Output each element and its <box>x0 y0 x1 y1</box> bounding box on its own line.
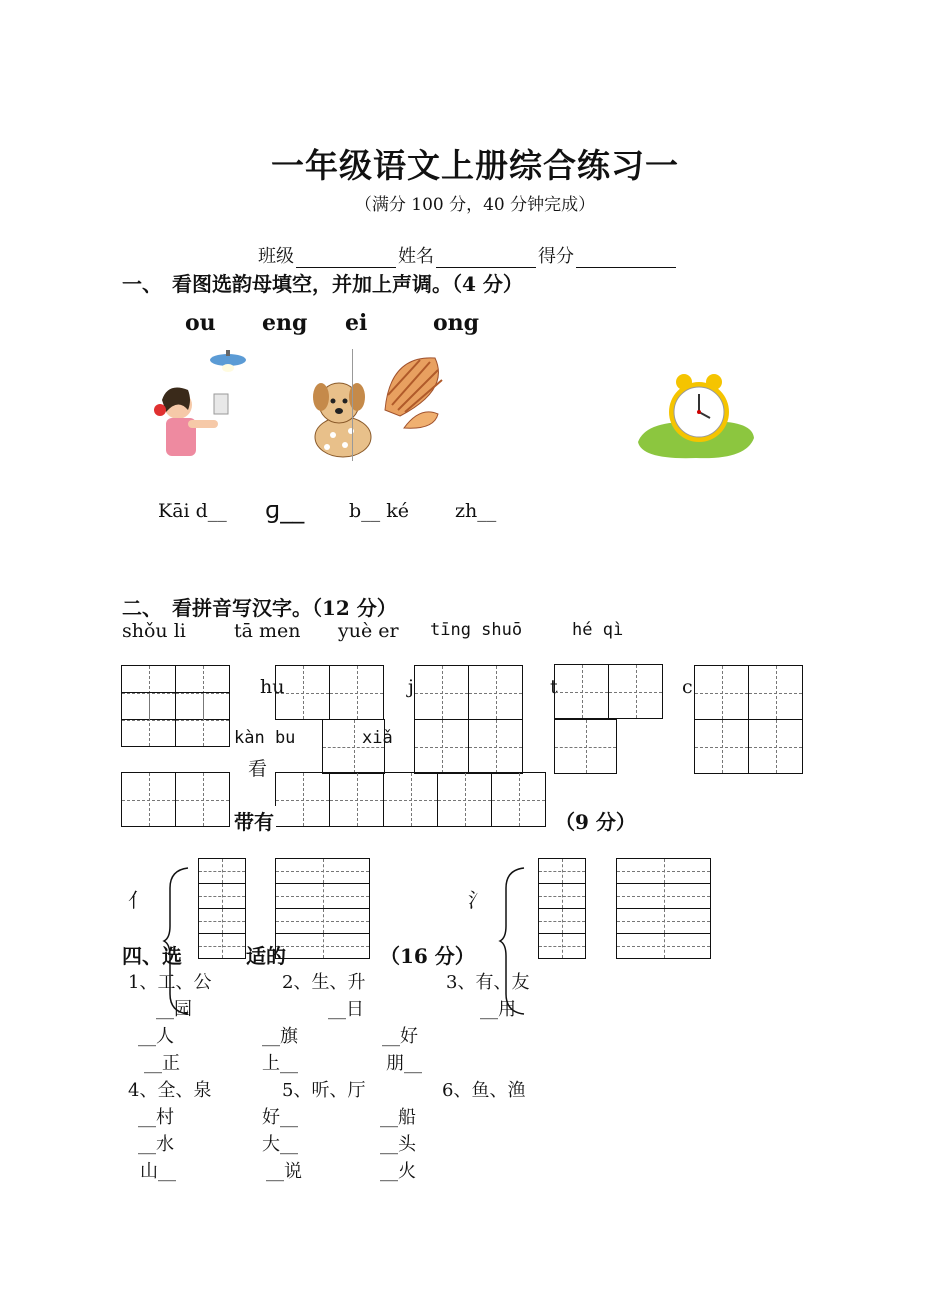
puppy-image <box>303 375 383 463</box>
group-1-head: 1、工、公 <box>128 972 212 993</box>
group-4-head: 4、全、泉 <box>128 1080 212 1101</box>
section4-title-mid: 适的 <box>246 944 286 968</box>
section4-title-start: 四、选 <box>122 944 182 968</box>
writing-grid-ren-2[interactable] <box>275 858 370 959</box>
group-5-item-2: 大__ <box>262 1134 298 1155</box>
pinyin-tingshuo: tīng shuō <box>430 620 523 640</box>
answer-beike: b__ ké <box>349 500 409 522</box>
writing-grid-row2-e[interactable] <box>694 719 803 774</box>
shell-image <box>380 350 450 435</box>
writing-grid-tingshuo[interactable] <box>554 664 663 719</box>
writing-grid-ren-1[interactable] <box>198 858 246 959</box>
name-blank[interactable] <box>436 249 536 268</box>
section2-title: 二、 看拼音写汉字。（12 分） <box>122 596 397 620</box>
group-6-item-1: __船 <box>380 1107 416 1128</box>
group-4-item-3: 山__ <box>140 1161 176 1182</box>
group-1-item-1: __园 <box>156 999 192 1020</box>
writing-grid-row3-a[interactable] <box>121 772 230 827</box>
group-6-item-2: __头 <box>380 1134 416 1155</box>
final-ou: ou <box>185 310 216 336</box>
group-2-head: 2、生、升 <box>282 972 366 993</box>
hint-char-kan: 看 <box>248 758 268 780</box>
group-2-item-2: __旗 <box>262 1026 298 1047</box>
section4-score: （16 分） <box>380 944 475 968</box>
group-4-item-2: __水 <box>138 1134 174 1155</box>
group-1-item-3: __正 <box>144 1053 180 1074</box>
score-blank[interactable] <box>576 249 676 268</box>
pinyin-fragment-c: c <box>682 676 693 698</box>
writing-grid-xia[interactable] <box>414 719 523 774</box>
writing-grid-shui-2[interactable] <box>616 858 711 959</box>
writing-grid-shui-1[interactable] <box>538 858 586 959</box>
group-5-item-3: __说 <box>266 1161 302 1182</box>
writing-grid-row2-d[interactable] <box>554 719 617 774</box>
group-6-head: 6、鱼、渔 <box>442 1080 526 1101</box>
pinyin-fragment-hu: hu <box>260 676 285 698</box>
pinyin-heqi: hé qì <box>572 620 624 640</box>
group-4-item-1: __村 <box>138 1107 174 1128</box>
answer-kaideng: Kāi d__ <box>158 500 227 522</box>
answer-zhong: zh__ <box>455 500 497 522</box>
class-blank[interactable] <box>296 249 396 268</box>
student-info-line <box>258 242 678 268</box>
group-5-item-1: 好__ <box>262 1107 298 1128</box>
pinyin-yueer: yuè er <box>338 620 399 642</box>
pinyin-xia: xiǎ <box>362 728 393 748</box>
answer-gou: ɡ__ <box>265 496 305 524</box>
pinyin-kanbu: kàn bu <box>234 728 296 748</box>
score-label: 得分 <box>538 246 574 267</box>
group-3-head: 3、有、友 <box>446 972 530 993</box>
pinyin-fragment-j: j <box>408 676 414 698</box>
section3-title-fragment: 带有 <box>232 806 276 835</box>
group-3-item-2: __好 <box>382 1026 418 1047</box>
group-1-item-2: __人 <box>138 1026 174 1047</box>
group-5-head: 5、听、厅 <box>282 1080 366 1101</box>
pinyin-tamen: tā men <box>234 620 301 642</box>
final-ong: ong <box>433 310 480 336</box>
group-2-item-3: 上__ <box>262 1053 298 1074</box>
radical-ren: 亻 <box>128 888 148 912</box>
page-title: 一年级语文上册综合练习一 <box>271 146 679 185</box>
name-label: 姓名 <box>398 246 434 267</box>
final-eng: eng <box>262 310 308 336</box>
writing-grid-yueer[interactable] <box>414 665 523 720</box>
radical-shui: 氵 <box>468 888 488 912</box>
alarm-clock-image <box>636 372 756 462</box>
page-subtitle: （满分 100 分，40 分钟完成） <box>354 195 596 215</box>
writing-grid-row3-b[interactable] <box>275 772 546 827</box>
pinyin-fragment-t: t <box>550 676 558 698</box>
group-2-item-1: __日 <box>328 999 364 1020</box>
writing-grid-heqi[interactable] <box>694 665 803 720</box>
group-3-item-1: __用 <box>480 999 516 1020</box>
group-3-item-3: 朋__ <box>386 1053 422 1074</box>
writing-grid-overlap[interactable] <box>121 692 230 747</box>
class-label: 班级 <box>258 246 294 267</box>
final-ei: ei <box>345 310 368 336</box>
girl-light-switch-image <box>148 350 250 460</box>
writing-grid-kanbu[interactable] <box>322 719 385 774</box>
section3-score: （9 分） <box>555 810 636 834</box>
writing-grid-tamen[interactable] <box>275 665 384 720</box>
pinyin-shouli: shǒu li <box>122 620 186 642</box>
image-divider <box>352 349 353 461</box>
group-6-item-3: __火 <box>380 1161 416 1182</box>
section1-title: 一、 看图选韵母填空，并加上声调。（4 分） <box>122 272 523 296</box>
